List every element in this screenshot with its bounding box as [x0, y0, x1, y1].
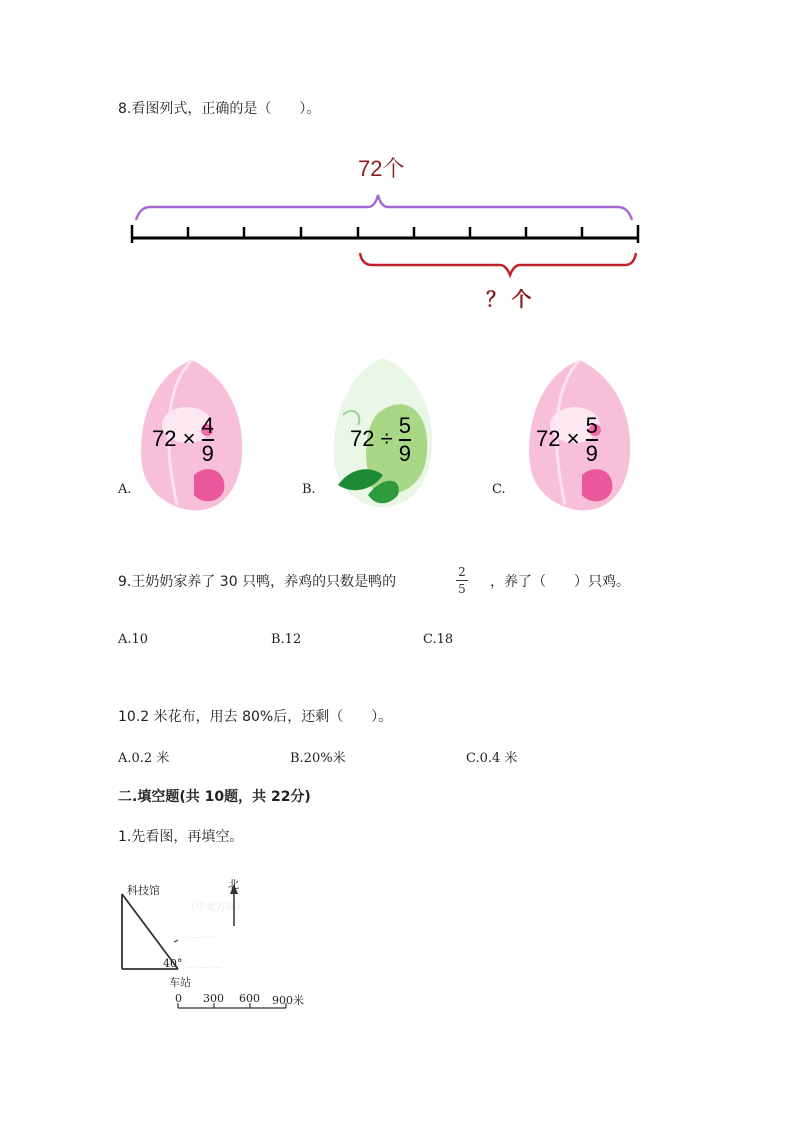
- part-label: ？ 个: [486, 289, 532, 311]
- option-b-expression: [350, 414, 411, 466]
- option-b-num: 5: [398, 413, 412, 438]
- q10-option-c: C.0.4 米: [466, 751, 518, 766]
- question-9-fraction: [456, 565, 468, 596]
- option-b-den: 9: [398, 441, 412, 466]
- segment-ticks: [132, 225, 638, 243]
- fraction-denominator: 5: [458, 582, 466, 596]
- svg-text:（中北方向）: （中北方向）: [186, 902, 246, 913]
- option-b-letter: B.: [302, 482, 316, 497]
- option-c-letter: C.: [492, 482, 506, 497]
- fraction-numerator: 2: [458, 565, 466, 579]
- part-brace: [360, 253, 636, 275]
- option-a-expr-left: 72 ×: [152, 425, 196, 451]
- option-a-den: 9: [201, 441, 214, 466]
- map-label-museum: 科技馆: [127, 884, 160, 897]
- option-b-expr-left: 72 ÷: [350, 425, 393, 451]
- q10-option-a: A.0.2 米: [118, 751, 170, 766]
- option-c-expr-left: 72 ×: [536, 425, 580, 451]
- question-10-text: 10.2 米花布，用去 80%后，还剩（ ）。: [118, 709, 393, 725]
- option-a-letter: A.: [118, 482, 132, 497]
- question-9-text-b: ，养了（ ）只鸡。: [490, 574, 630, 590]
- map-label-angle: 40°: [163, 957, 183, 970]
- scale-tick-300: 300: [203, 992, 224, 1005]
- question-8-text: 8.看图列式，正确的是（ ）。: [118, 101, 321, 117]
- q9-option-a: A.10: [118, 632, 149, 647]
- map-label-station: 车站: [169, 976, 191, 989]
- total-brace: [136, 195, 632, 220]
- scale-tick-0: 0: [175, 992, 182, 1005]
- section-title: 二.填空题(共 10题，共 22分): [118, 789, 311, 805]
- scale-tick-900: 900米: [272, 994, 304, 1007]
- scale-tick-600: 600: [239, 992, 260, 1005]
- option-c-expression: [536, 414, 598, 466]
- q9-option-c: C.18: [423, 632, 454, 647]
- option-c-den: 9: [585, 441, 598, 466]
- fill-question-1-text: 1.先看图，再填空。: [118, 829, 244, 845]
- option-a-num: 4: [201, 413, 214, 438]
- option-c-num: 5: [585, 413, 598, 438]
- total-label: 72个: [358, 156, 405, 181]
- q9-option-b: B.12: [271, 632, 302, 647]
- svg-text:·—·—·: ·—·—·: [186, 932, 216, 943]
- map-label-north: 北: [228, 878, 239, 891]
- svg-text:—·—·—: —·—·—: [186, 962, 223, 973]
- option-a-expression: [152, 414, 214, 466]
- q10-option-b: B.20%米: [290, 751, 346, 766]
- question-9-text-a: 9.王奶奶家养了 30 只鸭，养鸡的只数是鸭的: [118, 574, 397, 590]
